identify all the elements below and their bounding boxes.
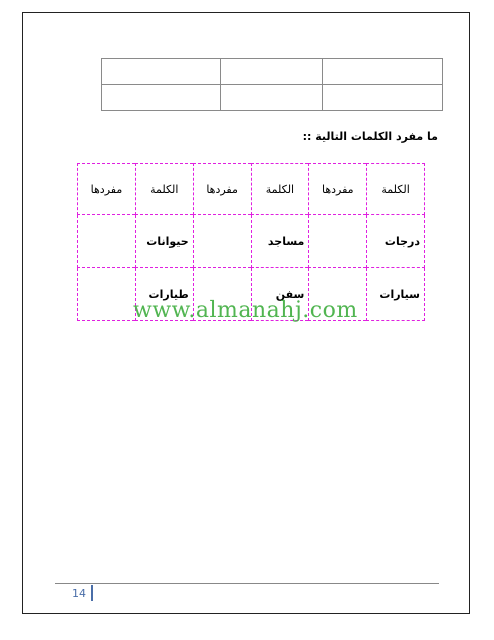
word-cell: حيوانات <box>135 215 193 268</box>
table-cell[interactable] <box>102 59 221 85</box>
word-cell: مساجد <box>251 215 309 268</box>
table-row <box>78 215 425 268</box>
table-cell[interactable] <box>323 59 443 85</box>
table-cell[interactable] <box>102 85 221 111</box>
table-cell[interactable] <box>221 85 323 111</box>
header-word: الكلمة <box>251 164 309 215</box>
table-cell[interactable] <box>221 59 323 85</box>
table-cell[interactable] <box>323 85 443 111</box>
question-title: ما مفرد الكلمات التالية :: <box>302 130 438 143</box>
header-singular: مفردها <box>78 164 136 215</box>
top-empty-table <box>101 58 443 111</box>
page-number: 14 <box>72 587 86 600</box>
table-header-row <box>78 164 425 215</box>
word-cell: طيارات <box>135 268 193 321</box>
word-cell: سيارات <box>367 268 425 321</box>
header-singular: مفردها <box>309 164 367 215</box>
watermark: www.almanahj.com <box>133 298 358 323</box>
answer-cell[interactable] <box>78 268 136 321</box>
page-number-bar <box>91 585 93 601</box>
header-word: الكلمة <box>367 164 425 215</box>
answer-cell[interactable] <box>193 215 251 268</box>
header-word: الكلمة <box>135 164 193 215</box>
answer-cell[interactable] <box>78 215 136 268</box>
header-singular: مفردها <box>193 164 251 215</box>
answer-cell[interactable] <box>309 215 367 268</box>
word-cell: سفن <box>251 268 309 321</box>
footer-divider <box>55 583 439 584</box>
word-cell: درجات <box>367 215 425 268</box>
